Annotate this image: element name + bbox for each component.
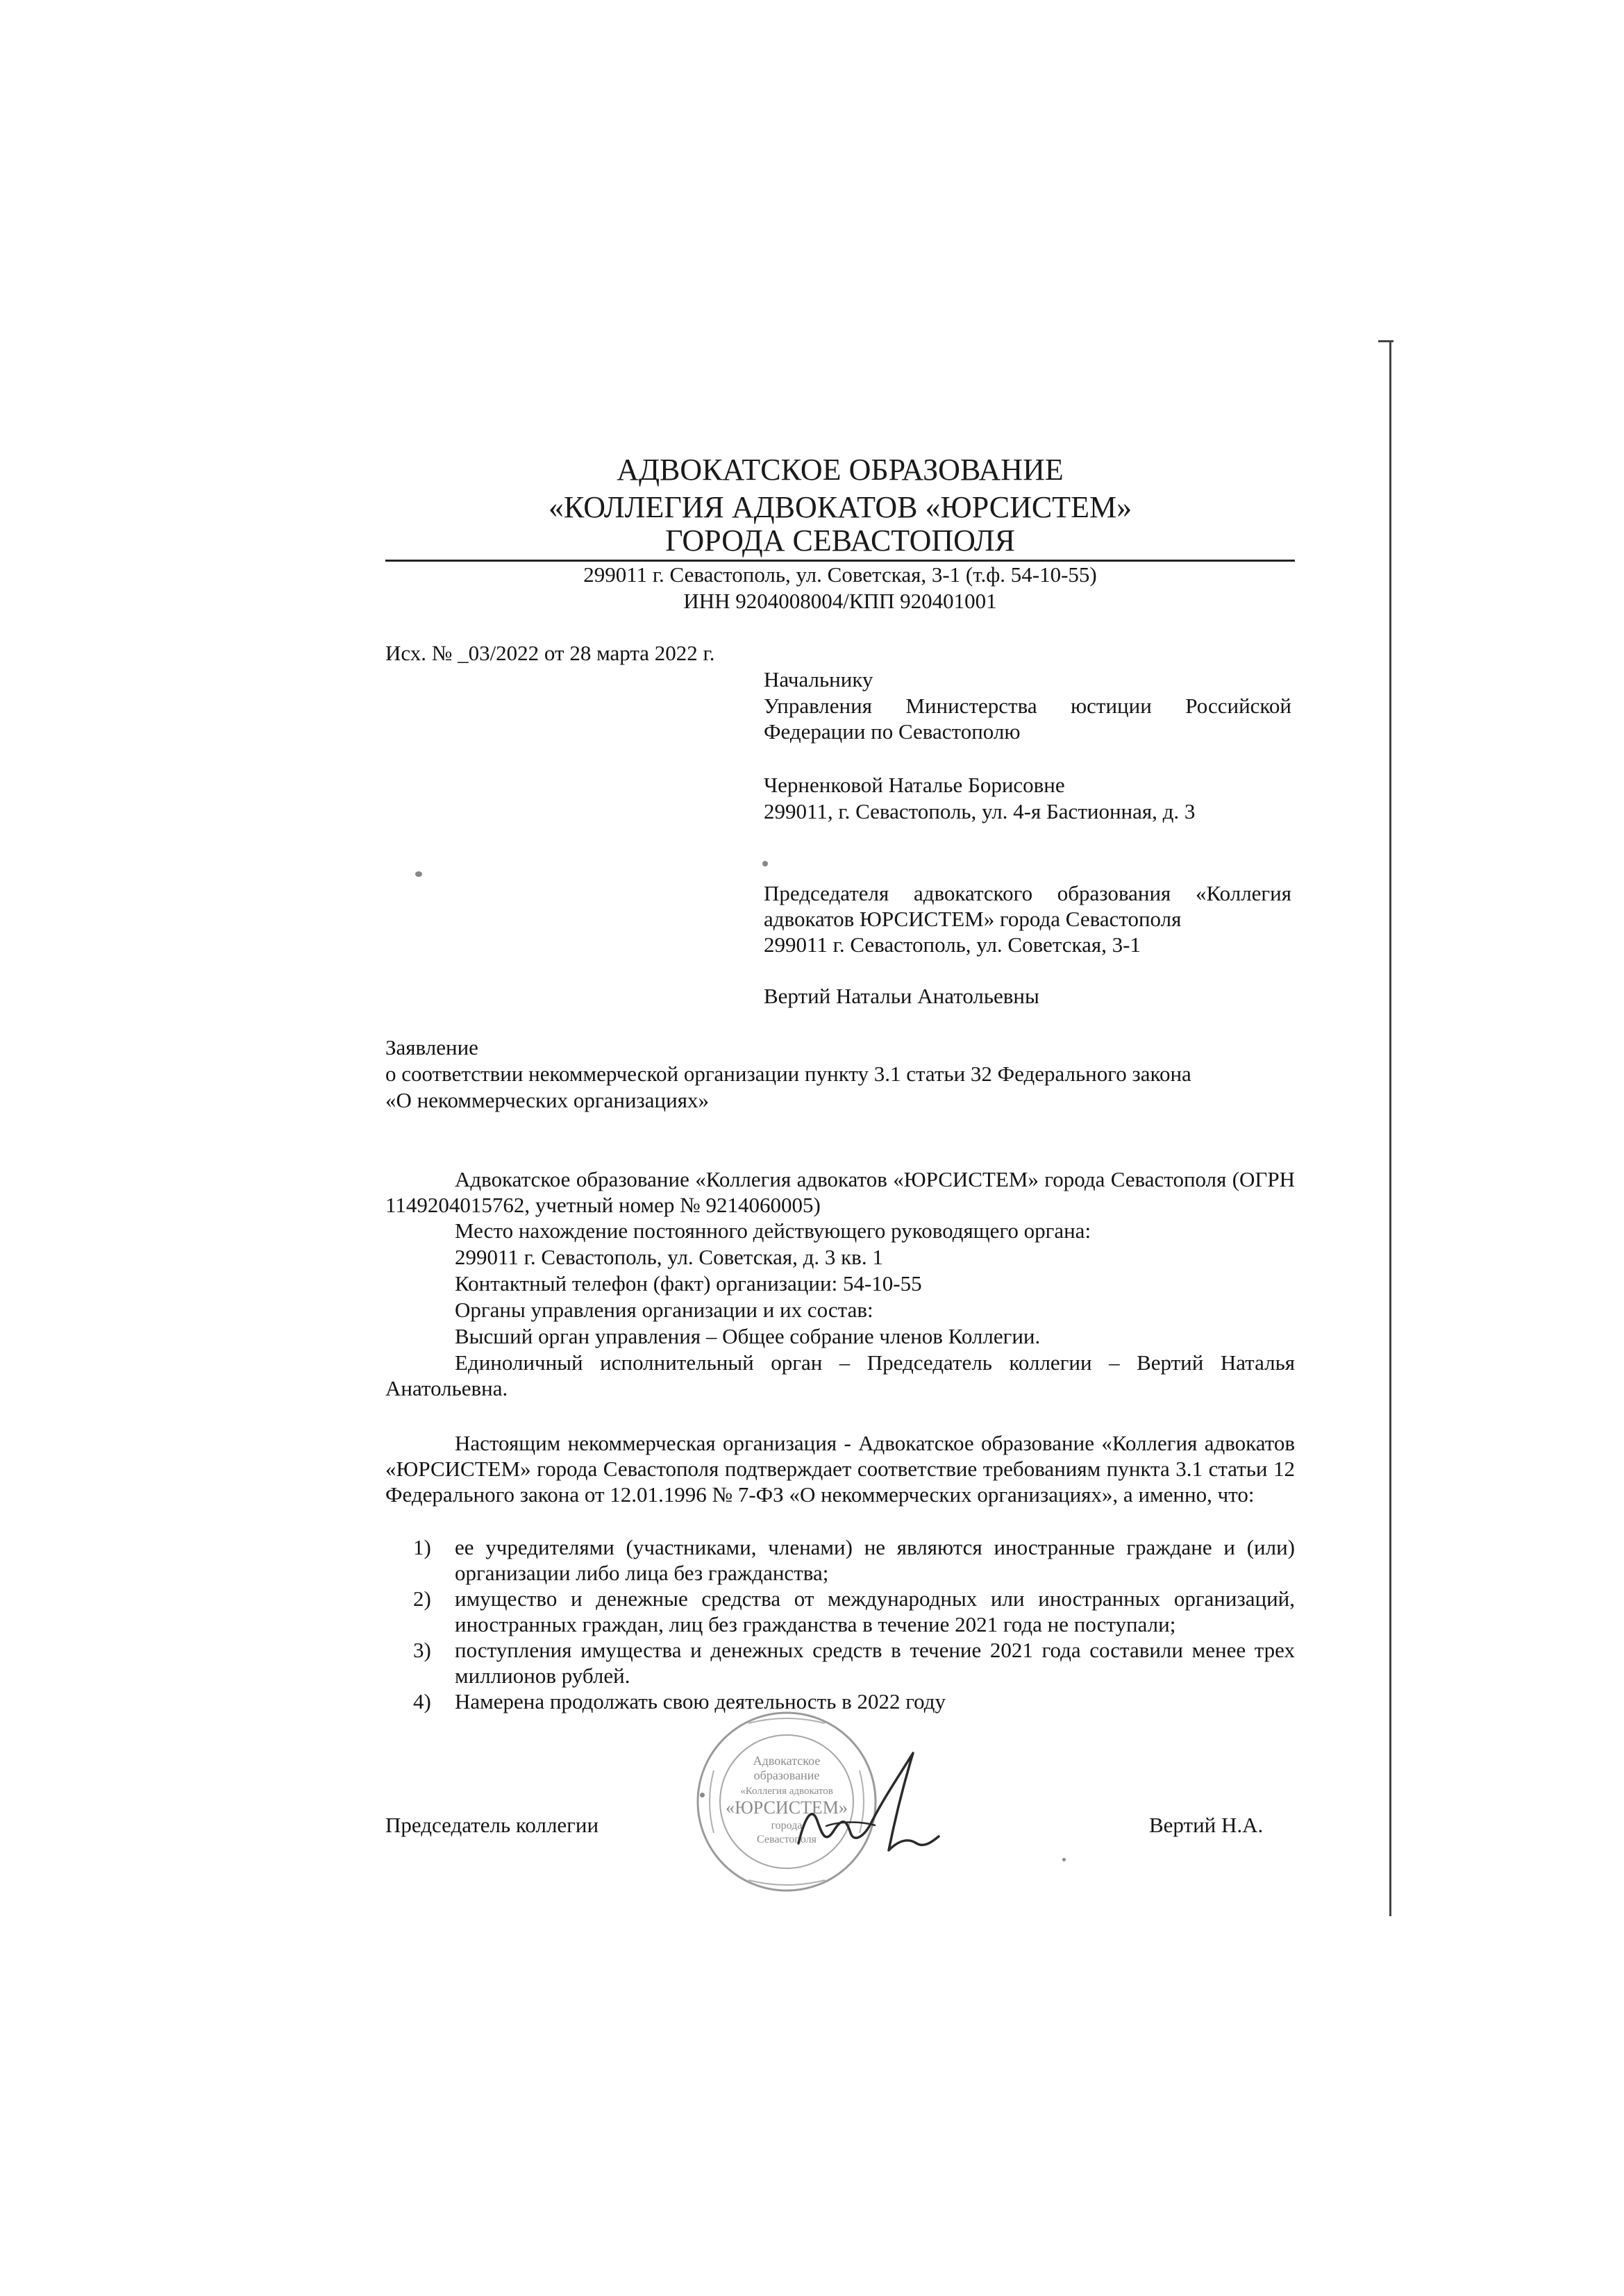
- list-item-text: имущество и денежные средства от международных или иностранных организаций, иностранных граждан, лиц без гражданства в течение 2021 года не поступали;: [455, 1586, 1295, 1636]
- signature-position: Председатель коллегии: [385, 1813, 599, 1837]
- body-phone: Контактный телефон (факт) организации: 54-10-55: [455, 1271, 922, 1296]
- statement-title: Заявление: [385, 1035, 478, 1059]
- body-bodies-label: Органы управления организации и их состав:: [455, 1298, 873, 1322]
- signature-name: Вертий Н.А.: [1149, 1813, 1264, 1837]
- stamp-line-5: города: [771, 1820, 803, 1832]
- statement-subject-line-2: «О некоммерческих организациях»: [385, 1088, 709, 1112]
- scan-speck: [1062, 1858, 1066, 1861]
- list-item-text: поступления имущества и денежных средств в течение 2021 года составили менее трех миллионов рублей.: [455, 1638, 1295, 1688]
- body-intro: Адвокатское образование «Коллегия адвокатов «ЮРСИСТЕМ» города Севастополя (ОГРН 1149204015762, учетный номер № 9214060005): [385, 1167, 1295, 1217]
- sender-address: 299011 г. Севастополь, ул. Советская, 3-1: [764, 932, 1141, 957]
- scan-speck: [762, 861, 768, 866]
- list-item-number: 3): [413, 1638, 431, 1662]
- recipient-name: Черненковой Наталье Борисовне: [764, 773, 1065, 797]
- list-item-number: 1): [413, 1535, 431, 1559]
- list-item: [385, 1637, 1295, 1689]
- letterhead-address: 299011 г. Севастополь, ул. Советская, 3-1 (т.ф. 54-10-55): [583, 562, 1097, 587]
- scan-speck: [415, 871, 422, 877]
- letterhead-line-1: АДВОКАТСКОЕ ОБРАЗОВАНИЕ: [617, 453, 1064, 487]
- outgoing-number: Исх. № _03/2022 от 28 марта 2022 г.: [385, 641, 715, 665]
- statement-subject-line-1: о соответствии некоммерческой организации пункту 3.1 статьи 32 Федерального закона: [385, 1062, 1191, 1086]
- body-location-label: Место нахождение постоянного действующего руководящего органа:: [455, 1218, 1091, 1243]
- letterhead-line-2: «КОЛЛЕГИЯ АДВОКАТОВ «ЮРСИСТЕМ»: [548, 490, 1132, 524]
- body-confirmation: Настоящим некоммерческая организация - Адвокатское образование «Коллегия адвокатов «ЮРСИСТЕМ» города Севастополя подтверждает соответствие требованиям пункта 3.1 статьи 12 Федерального закона от 12.01.1996 № 7-ФЗ «О некоммерческих организациях», а именно, что:: [385, 1431, 1295, 1507]
- sender-name: Вертий Натальи Анатольевны: [764, 984, 1039, 1008]
- recipient-address: 299011, г. Севастополь, ул. 4-я Бастионная, д. 3: [764, 799, 1196, 823]
- stamp-line-1: Адвокатское: [753, 1754, 821, 1768]
- body-executive-body: Единоличный исполнительный орган – Председатель коллегии – Вертий Наталья Анатольевна.: [385, 1350, 1295, 1400]
- scan-edge: [1389, 340, 1391, 1916]
- sender-org: Председателя адвокатского образования «Коллегия адвокатов ЮРСИСТЕМ» города Севастополя: [764, 881, 1291, 931]
- stamp-line-4: «ЮРСИСТЕМ»: [726, 1798, 848, 1818]
- list-item-number: 2): [413, 1586, 431, 1611]
- letterhead-line-3: ГОРОДА СЕВАСТОПОЛЯ: [665, 523, 1015, 558]
- recipient-org: Управления Министерства юстиции Российской Федерации по Севастополю: [764, 694, 1291, 744]
- letterhead-inn: ИНН 9204008004/КПП 920401001: [683, 589, 997, 613]
- body-supreme-body: Высший орган управления – Общее собрание членов Коллегии.: [455, 1324, 1041, 1348]
- list-item-text: ее учредителями (участниками, членами) не являются иностранные граждане и (или) организации либо лица без гражданства;: [455, 1535, 1295, 1585]
- list-item-number: 4): [413, 1689, 431, 1713]
- list-item: [385, 1534, 1295, 1586]
- handwritten-signature: [785, 1739, 965, 1878]
- body-location-value: 299011 г. Севастополь, ул. Советская, д. 3 кв. 1: [455, 1245, 883, 1269]
- list-item: [385, 1586, 1295, 1637]
- recipient-title: Начальнику: [764, 667, 873, 692]
- stamp-line-3: «Коллегия адвокатов: [740, 1786, 833, 1797]
- list-item-text: Намерена продолжать свою деятельность в 2022 году: [455, 1689, 946, 1713]
- stamp-line-2: образование: [753, 1768, 820, 1782]
- stamp-line-6: Севастополя: [757, 1834, 817, 1845]
